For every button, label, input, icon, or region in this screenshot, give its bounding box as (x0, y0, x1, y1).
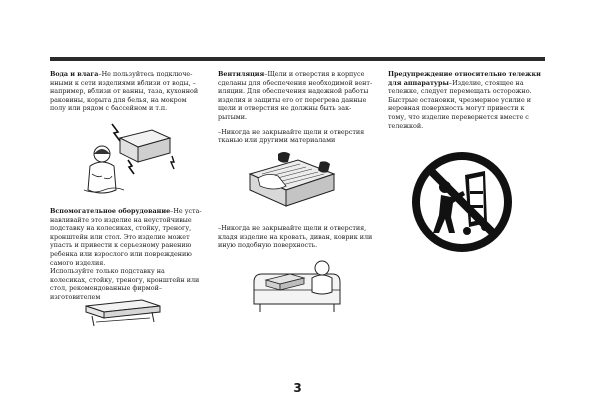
water-title: Вода и влага (50, 70, 99, 78)
ventilation-cloth-illustration (244, 148, 340, 214)
ventilation-sofa-illustration (250, 256, 346, 314)
cart-paragraph (388, 70, 544, 130)
accessory-paragraph (50, 207, 202, 267)
vent-note-2-block (218, 224, 374, 250)
accessory-title: Вспомогательное оборудование (50, 207, 171, 215)
vent-paragraph (218, 70, 374, 122)
column-water-accessories (50, 70, 202, 113)
water-text: –Не пользуйтесь подключе-нными к сети изделиями вблизи от воды, – например, вблизи от ванны, таза, кухонной раковины, корыта для белья, на мокром полу или рядом с бассейном и т.п. (50, 70, 199, 113)
water-paragraph (50, 70, 202, 113)
vent-note-2: –Никогда не закрывайте щели и отверстия, кладя изделие на кровать, диван, коврик или иную подобную поверхность. (218, 224, 373, 250)
cart-warning-symbol (411, 151, 513, 253)
accessory-paragraph-2: Используйте только подставку на колесиках, стойку, треногу, кронштейн или стол, рекомендованные фирмой–изготовителем (50, 267, 200, 301)
vent-title: Вентиляция (218, 70, 265, 78)
unstable-stand-illustration (82, 296, 164, 328)
column-ventilation (218, 70, 374, 145)
accessory-section (50, 207, 202, 302)
accessory-text: –Не уста-навливайте это изделие на неустойчивые подставку на колесиках, стойку, треногу, кронштейн или стол. Это изделие может упасть и привести к серьезному ранению ребенка или взрослого или повреждению самого изделия. (50, 207, 202, 267)
water-hazard-illustration (80, 116, 180, 198)
cart-text: –Изделие, стоящее на тележке, следует перемещать осторожно. Быстрые остановки, чрезмерное усилие и неровная поверхность могут привести к тому, что изделие перевернется вместе с тележкой. (388, 78, 532, 130)
vent-note-1: –Никогда не закрывайте щели и отверстия тканью или другими материалами (218, 127, 365, 145)
cart-title: Предупреждение относительно тележки для аппаратуры (388, 70, 541, 87)
column-cart-warning (388, 70, 544, 130)
vent-text: –Щели и отверстия в корпусе сделаны для обеспечения необходимой вент-иляции. Для обеспечения надежной работы изделия и защиты его от перегрева данные щели и отверстия не должны быть зак-рытыми. (218, 70, 373, 121)
top-rule (50, 57, 545, 61)
page-number: 3 (293, 381, 302, 395)
